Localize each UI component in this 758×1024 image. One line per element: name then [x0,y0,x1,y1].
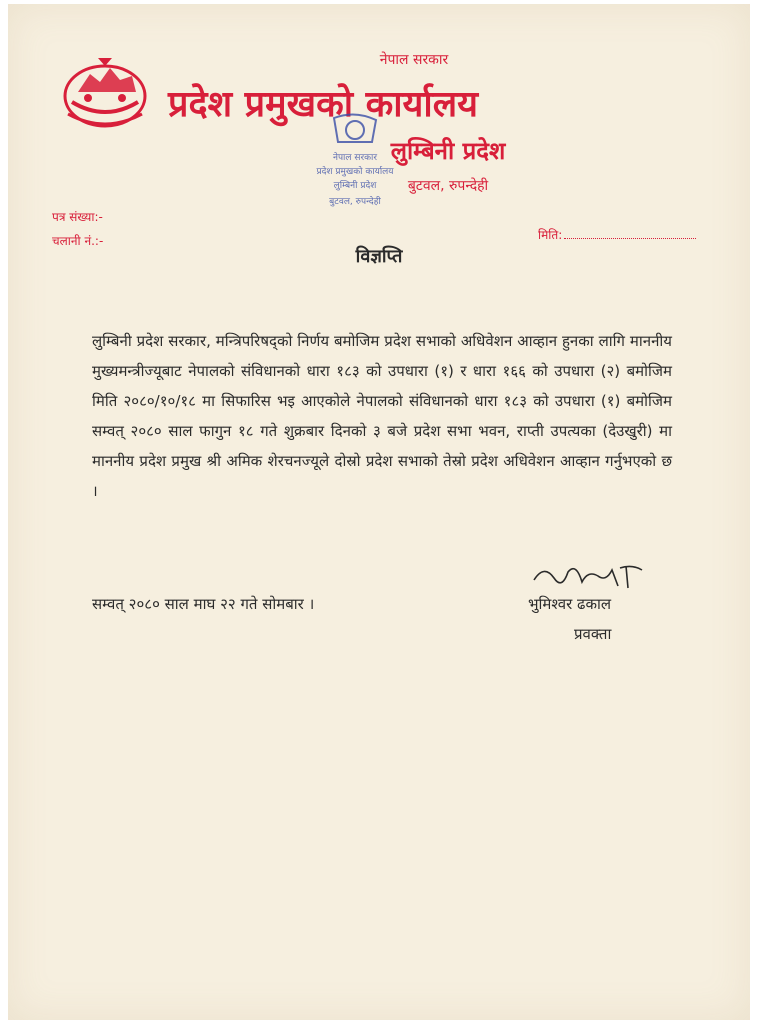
dispatch-number-label: चलानी नं.:- [52,234,104,248]
official-stamp [300,112,410,222]
date-label: मिति: [538,228,563,242]
signatory-title: प्रवक्ता [574,625,612,643]
office-heading: प्रदेश प्रमुखको कार्यालय [168,84,479,125]
signatory-name: भुमिश्वर ढकाल [528,595,612,613]
handwritten-signature [528,560,648,594]
stamp-line-3: लुम्बिनी प्रदेश [333,181,377,191]
office-address: बुटवल, रुपन्देही [407,178,489,194]
date-field [538,226,696,243]
letter-number-label: पत्र संख्या:- [52,210,103,224]
notice-date: सम्वत् २०८० साल माघ २२ गते सोमबार । [92,595,315,613]
stamp-line-1: नेपाल सरकार [332,153,378,163]
stamp-line-4: बुटवल, रुपन्देही [329,197,381,207]
stamp-line-2: प्रदेश प्रमुखको कार्यालय [316,167,394,177]
province-heading: लुम्बिनी प्रदेश [390,137,506,165]
notice-body: लुम्बिनी प्रदेश सरकार, मन्त्रिपरिषद्को निर्णय बमोजिम प्रदेश सभाको अधिवेशन आव्हान हुनका लागि माननीय मुख्यमन्त्रीज्यूबाट नेपालको संविधानको धारा १८३ को उपधारा (१) र धारा १६६ को उपधारा (२) बमोजिम मिति २०८०/१०/१८ मा सिफारिस भइ आएकोले नेपालको संविधानको धारा १८३ को उपधारा (१) बमोजिम सम्वत् २०८० साल फागुन १८ गते शुक्रबार दिनको ३ बजे प्रदेश सभा भवन, राप्ती उपत्यका (देउखुरी) मा माननीय प्रदेश प्रमुख श्री अमिक शेरचनज्यूले दोस्रो प्रदेश सभाको तेस्रो प्रदेश अधिवेशन आव्हान गर्नुभएको छ । [92,332,672,500]
notice-title: विज्ञप्ति [355,246,403,267]
date-blank [564,228,696,239]
government-heading: नेपाल सरकार [379,52,449,68]
